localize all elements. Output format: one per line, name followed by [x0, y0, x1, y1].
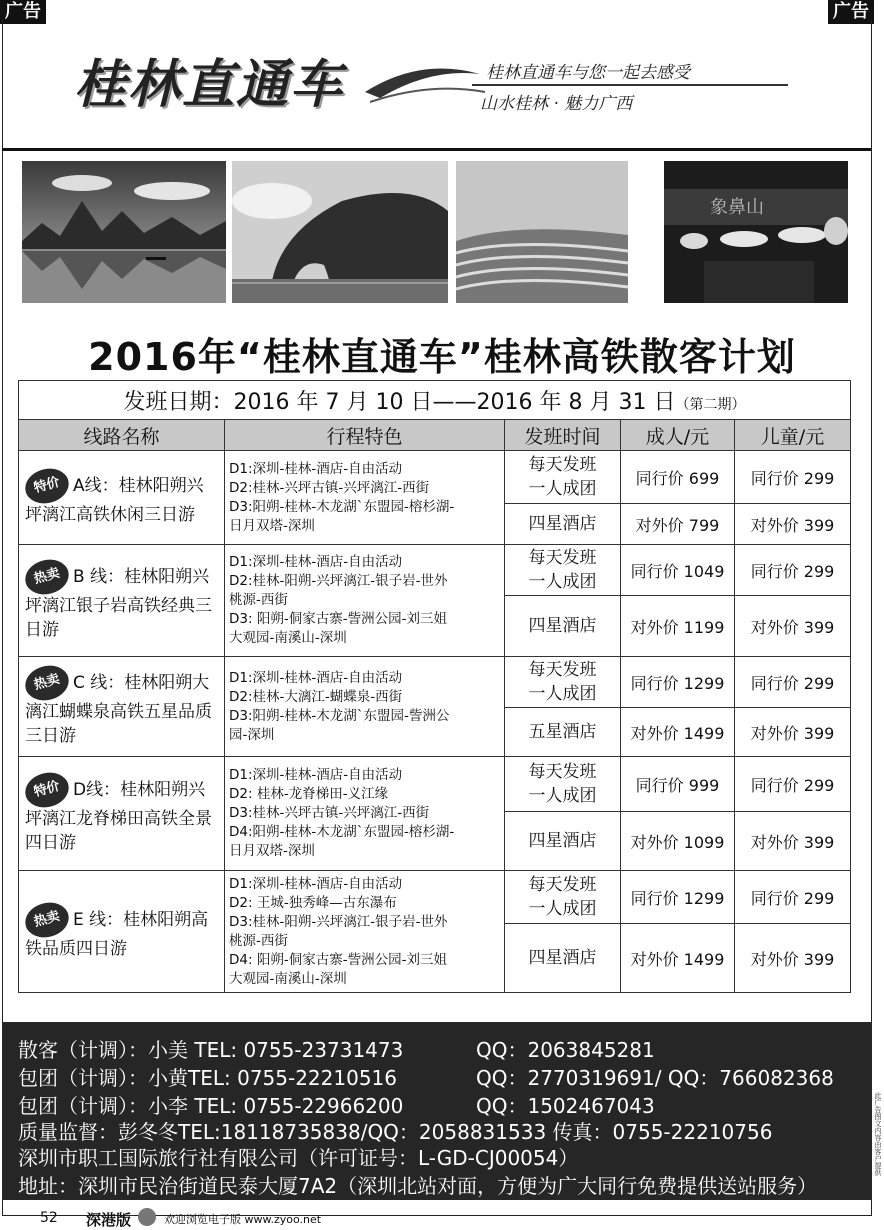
photo-li-river	[22, 161, 226, 303]
departure-min: 一人成团	[528, 572, 597, 592]
contact-panel	[2, 1022, 872, 1200]
header-itinerary: 行程特色	[225, 420, 505, 451]
itinerary-line: D3:桂林-兴坪古镇-兴坪漓江-西街	[229, 805, 430, 821]
table-row	[19, 871, 851, 924]
contact-line: 散客（计调）：小美 TEL: 0755-23731473	[18, 1038, 404, 1062]
itinerary-cell	[225, 871, 505, 993]
itinerary-line: D2:桂林-兴坪古镇-兴坪漓江-西街	[229, 479, 430, 496]
contact-line: 包团（计调）：小黄TEL: 0755-22210516	[18, 1066, 398, 1090]
departure-min: 一人成团	[528, 899, 597, 919]
photo-rice-terraces	[456, 161, 628, 303]
contact-qq: QQ：1502467043	[476, 1094, 655, 1118]
child-peer-price: 同行价 299	[735, 545, 851, 596]
header-adult: 成人/元	[621, 420, 735, 451]
departure-cell	[505, 657, 621, 708]
adult-peer-price: 同行价 999	[621, 757, 735, 812]
itinerary-line: D3:阳朔-桂林-木龙湖`东盟园-榕杉湖-	[229, 498, 455, 515]
route-name-cell	[19, 545, 225, 657]
departure-daily: 每天发班	[528, 875, 597, 895]
badge-hot-sale: 热卖	[21, 897, 72, 941]
itinerary-line: D1:深圳-桂林-酒店-自由活动	[229, 460, 403, 477]
contact-qq: QQ：2770319691/ QQ：766082368	[476, 1066, 834, 1090]
itinerary-line: D3:桂林-阳朔-兴坪漓江-银子岩-世外	[229, 913, 448, 930]
itinerary-line: 日月双塔-深圳	[229, 843, 315, 859]
route-name: B 线：桂林阳朔兴坪漓江银子岩高铁经典三日游	[25, 566, 212, 640]
photo-sign-text: 象鼻山	[710, 197, 764, 218]
logo-swoosh-icon	[360, 52, 490, 112]
header-departure: 发班时间	[505, 420, 621, 451]
badge-special-price: 特价	[21, 767, 72, 811]
itinerary-line: D4: 阳朔-侗家古寨-訾洲公园-刘三姐	[229, 951, 447, 968]
departure-min: 一人成团	[528, 786, 597, 806]
itinerary-line: D4:阳朔-桂林-木龙湖`东盟园-榕杉湖-	[229, 824, 455, 840]
itinerary-line: D2:桂林-阳朔-兴坪漓江-银子岩-世外	[229, 573, 448, 589]
photo-night-street	[664, 161, 848, 303]
table-header	[19, 420, 851, 451]
logo-area	[60, 40, 820, 126]
itinerary-line: D2:桂林-大漓江-蝴蝶泉-西街	[229, 688, 403, 705]
itinerary-line: 大观园-南溪山-深圳	[229, 970, 347, 987]
route-name: D线：桂林阳朔兴坪漓江龙脊梯田高铁全景四日游	[25, 779, 212, 853]
adult-peer-price: 同行价 699	[621, 451, 735, 504]
hotel-cell: 四星酒店	[505, 812, 621, 871]
child-public-price: 对外价 399	[735, 708, 851, 757]
table-row	[19, 451, 851, 504]
adult-peer-price: 同行价 1049	[621, 545, 735, 596]
edition-label: 深港版	[86, 1211, 132, 1229]
departure-daily: 每天发班	[528, 548, 597, 568]
itinerary-line: D2: 桂林-龙脊梯田-义江缘	[229, 786, 389, 802]
child-public-price: 对外价 399	[735, 812, 851, 871]
photo-strip	[22, 161, 848, 303]
departure-cell	[505, 757, 621, 812]
itinerary-line: 大观园-南溪山-深圳	[229, 630, 347, 646]
child-peer-price: 同行价 299	[735, 451, 851, 504]
child-public-price: 对外价 399	[735, 596, 851, 657]
contact-line: 包团（计调）：小李 TEL: 0755-22966200	[18, 1094, 404, 1118]
route-name-cell	[19, 757, 225, 871]
logo-slogan-1: 桂林直通车与您一起去感受	[486, 63, 690, 83]
departure-daily: 每天发班	[528, 762, 597, 782]
schedule-table	[18, 380, 851, 993]
main-title: 2016年“桂林直通车”桂林高铁散客计划	[88, 335, 796, 379]
child-peer-price: 同行价 299	[735, 871, 851, 924]
departure-cell	[505, 451, 621, 504]
departure-min: 一人成团	[528, 684, 597, 704]
badge-hot-sale: 热卖	[21, 554, 72, 598]
adult-public-price: 对外价 1199	[621, 596, 735, 657]
itinerary-line: 园-深圳	[229, 726, 275, 743]
itinerary-line: D3: 阳朔-侗家古寨-訾洲公园-刘三姐	[229, 611, 447, 627]
route-name: C 线：桂林阳朔大漓江蝴蝶泉高铁五星品质三日游	[25, 672, 212, 746]
departure-min: 一人成团	[528, 479, 597, 499]
route-name: A线：桂林阳朔兴坪漓江高铁休闲三日游	[25, 475, 204, 525]
hotel-cell: 四星酒店	[505, 596, 621, 657]
hotel-cell: 四星酒店	[505, 924, 621, 993]
table-row	[19, 757, 851, 812]
adult-peer-price: 同行价 1299	[621, 657, 735, 708]
table-row	[19, 657, 851, 708]
badge-special-price: 特价	[21, 463, 72, 507]
adult-public-price: 对外价 799	[621, 504, 735, 545]
itinerary-line: D3:阳朔-桂林-木龙湖`东盟园-訾洲公	[229, 707, 450, 724]
itinerary-cell	[225, 657, 505, 757]
header-route: 线路名称	[19, 420, 225, 451]
adult-public-price: 对外价 1499	[621, 924, 735, 993]
footer-logo-icon	[138, 1208, 156, 1226]
side-note: 此广告图文内容由客户提供	[874, 1092, 882, 1176]
hotel-cell: 五星酒店	[505, 708, 621, 757]
table-row	[19, 545, 851, 596]
departure-daily: 每天发班	[528, 455, 597, 475]
departure-daily: 每天发班	[528, 660, 597, 680]
route-name: E 线：桂林阳朔高铁品质四日游	[25, 909, 209, 959]
page-number: 52	[40, 1210, 58, 1226]
adult-public-price: 对外价 1499	[621, 708, 735, 757]
quality-supervision: 质量监督：彭冬冬TEL:18118735838/QQ：2058831533 传真：0755-22210756	[18, 1120, 773, 1144]
header-divider	[2, 148, 872, 151]
route-name-cell	[19, 657, 225, 757]
ad-label-left: 广告	[0, 0, 46, 24]
period-label: （第二期）	[675, 396, 746, 413]
departure-cell	[505, 871, 621, 924]
child-public-price: 对外价 399	[735, 924, 851, 993]
itinerary-line: D1:深圳-桂林-酒店-自由活动	[229, 669, 403, 686]
date-row	[19, 381, 851, 420]
logo-title: 桂林直通车	[74, 54, 345, 115]
itinerary-line: D1:深圳-桂林-酒店-自由活动	[229, 554, 403, 570]
contact-qq: QQ：2063845281	[476, 1038, 655, 1062]
header-child: 儿童/元	[735, 420, 851, 451]
itinerary-line: 日月双塔-深圳	[229, 517, 315, 534]
date-range: 发班日期：2016 年 7 月 10 日——2016 年 8 月 31 日	[123, 389, 676, 415]
itinerary-line: D1:深圳-桂林-酒店-自由活动	[229, 767, 403, 783]
itinerary-cell	[225, 451, 505, 545]
adult-peer-price: 同行价 1299	[621, 871, 735, 924]
itinerary-line: 桃源-西街	[229, 592, 288, 608]
slogan-divider	[472, 84, 788, 86]
itinerary-line: 桃源-西街	[229, 932, 288, 949]
route-name-cell	[19, 451, 225, 545]
itinerary-line: D1:深圳-桂林-酒店-自由活动	[229, 875, 403, 892]
route-name-cell	[19, 871, 225, 993]
adult-public-price: 对外价 1099	[621, 812, 735, 871]
ad-label-right: 广告	[828, 0, 874, 24]
logo-slogan-2: 山水桂林 · 魅力广西	[480, 94, 633, 114]
hotel-cell: 四星酒店	[505, 504, 621, 545]
badge-hot-sale: 热卖	[21, 660, 72, 704]
itinerary-cell	[225, 545, 505, 657]
company-address: 地址：深圳市民治街道民泰大厦7A2（深圳北站对面，方便为广大同行免费提供送站服务）	[18, 1174, 818, 1198]
child-peer-price: 同行价 299	[735, 757, 851, 812]
departure-cell	[505, 545, 621, 596]
page-footer	[0, 1206, 884, 1230]
company-name: 深圳市职工国际旅行社有限公司（许可证号：L-GD-CJ00054）	[18, 1146, 579, 1170]
footer-welcome: 欢迎浏览电子版 www.zyoo.net	[164, 1213, 322, 1226]
itinerary-cell	[225, 757, 505, 871]
photo-elephant-trunk-hill	[232, 161, 448, 303]
itinerary-line: D2: 王城-独秀峰—古东瀑布	[229, 894, 397, 911]
child-peer-price: 同行价 299	[735, 657, 851, 708]
child-public-price: 对外价 399	[735, 504, 851, 545]
